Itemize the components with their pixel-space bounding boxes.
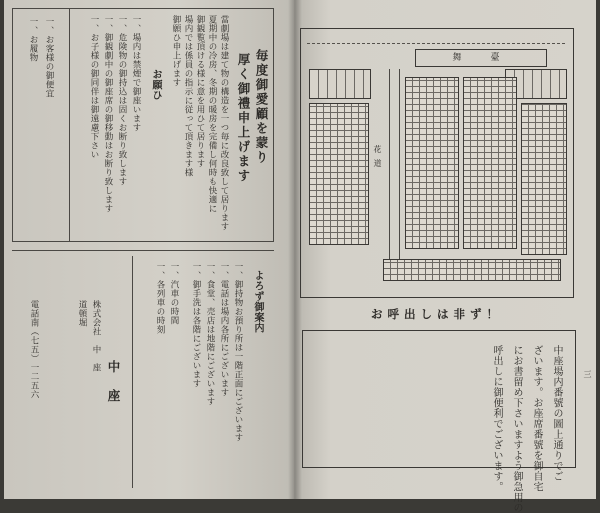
seat-block-right bbox=[521, 103, 567, 255]
pamphlet-spread bbox=[4, 0, 596, 513]
footer-theater-name: 中 座 bbox=[106, 360, 121, 404]
seating-chart bbox=[300, 28, 574, 298]
guide-item: 一、各列車の時刻 bbox=[155, 262, 165, 334]
box-title-2: 厚く御禮申上げます bbox=[236, 53, 251, 184]
side-item: 一、お履物 bbox=[28, 17, 38, 62]
seat-block-center-left bbox=[405, 77, 459, 249]
guide-item: 一、御持物お預り所は一階正面にございます bbox=[233, 262, 243, 442]
callout-line: ざいます。お座席番號を御自宅 bbox=[531, 345, 542, 492]
left-page bbox=[4, 0, 294, 499]
hanamichi-left-label: 花道 bbox=[373, 145, 382, 173]
seat-block-left bbox=[309, 103, 369, 245]
onegai-item: 一、御観劇中の御座席の御移動はお断り致します bbox=[103, 15, 113, 213]
notice-paragraph: 場内では係員の指示に従って頂きます様 bbox=[183, 15, 193, 177]
heading-yorozu: よろず御案内 bbox=[252, 270, 263, 333]
guide-item: 一、汽車の時間 bbox=[169, 262, 179, 325]
column-divider bbox=[69, 9, 70, 241]
hanamichi-line bbox=[399, 69, 400, 269]
hanamichi-line bbox=[389, 69, 390, 269]
box-title: 毎度御愛顧を蒙り bbox=[254, 49, 269, 165]
rear-seat-row bbox=[383, 259, 561, 281]
heading-onegai: お願ひ bbox=[150, 69, 161, 101]
notice-paragraph: 御観覧頂ける様に意を用ひて居ります bbox=[195, 15, 205, 168]
footer-company: 株式会社 中 座 bbox=[91, 300, 101, 372]
callout-line: 中座場内番號の圖上通りでご bbox=[551, 345, 562, 482]
side-item: 一、お客様の御便宜 bbox=[44, 17, 54, 98]
footer-address: 道頓堀 bbox=[77, 300, 87, 327]
guide-item: 一、電話は場内各所にございます bbox=[219, 262, 229, 397]
onegai-item: 一、場内は禁煙で御座います bbox=[131, 15, 141, 132]
notice-box bbox=[12, 8, 274, 242]
seat-block-center-right bbox=[463, 77, 517, 249]
stage-edge bbox=[307, 35, 565, 44]
warning-title: お呼出しは非ず！ bbox=[371, 307, 503, 321]
page-number: 三 bbox=[583, 370, 592, 378]
guide-item: 一、御手洗は各階にございます bbox=[191, 262, 201, 388]
stage-label: 舞 臺 bbox=[415, 49, 547, 67]
callout-line: 呼出しに御便利でございます。 bbox=[491, 345, 502, 492]
footer-divider bbox=[132, 256, 133, 488]
box-seats-left bbox=[309, 69, 371, 99]
notice-paragraph: 御願ひ申上げます bbox=[171, 15, 181, 87]
guide-item: 一、食堂、売店は地階にございます bbox=[205, 262, 215, 406]
onegai-item: 一、危険物の御持込は固くお断り致します bbox=[117, 15, 127, 186]
callout-line: にお書留め下さいますよう御急用の bbox=[511, 345, 522, 513]
notice-paragraph: 夏期中の冷房、冬期の暖房を完備し何時も快適に bbox=[207, 15, 217, 213]
footer-tel: 電話南（七五）一二五六 bbox=[29, 300, 39, 399]
notice-callout bbox=[302, 330, 576, 513]
notice-paragraph: 當劇場は建て物の構造を一つ毎に改良致して居ります bbox=[219, 15, 229, 231]
onegai-item: 一、お子様の御同伴は御遠慮下さい bbox=[89, 15, 99, 159]
section-divider bbox=[12, 250, 274, 251]
